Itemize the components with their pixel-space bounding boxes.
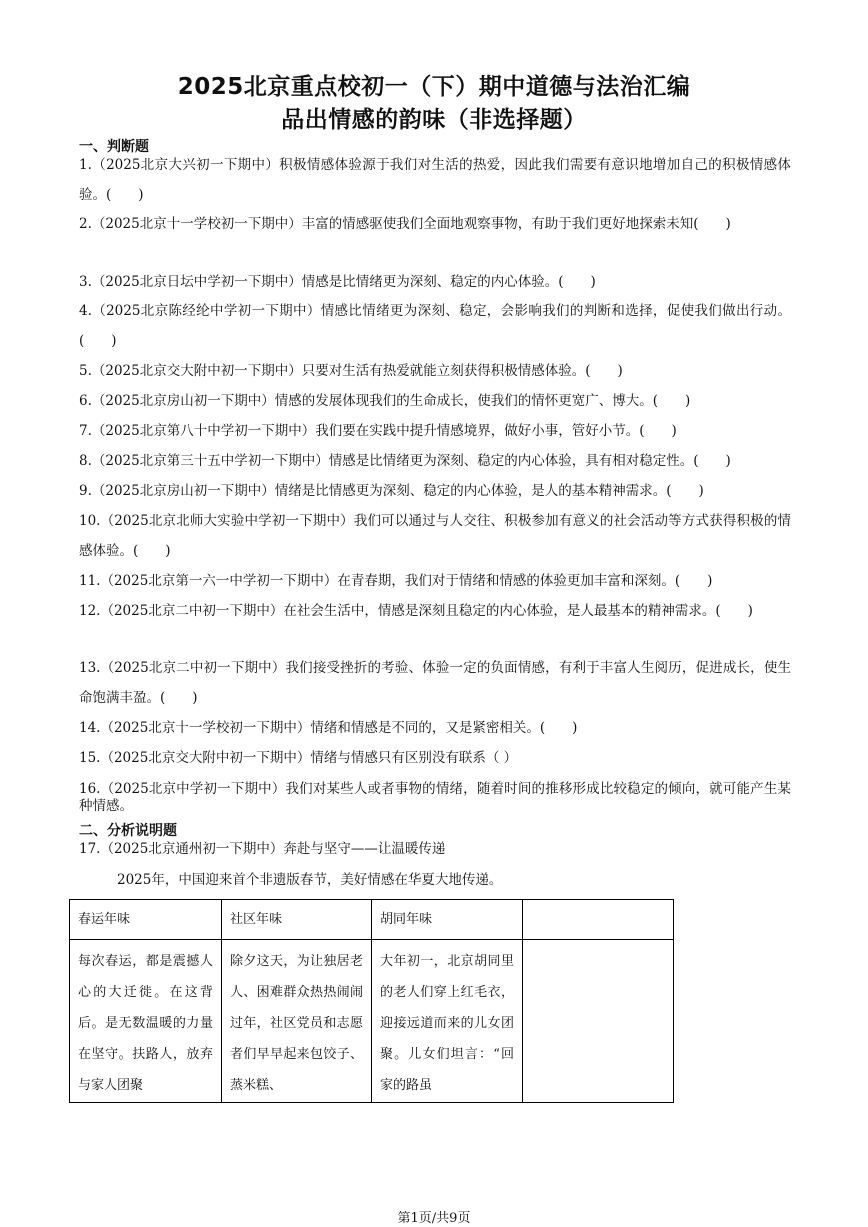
cell-text: 除夕这天，为让独居老人、困难群众热热闹闹过年，社区党员和志愿者们早早起来包饺子、蒸米糕、: [230, 954, 363, 1093]
table-header-row: [70, 900, 674, 940]
table-header-cell: [523, 900, 674, 940]
question-9: 9.（2025北京房山初一下期中）情绪是比情感更为深刻、稳定的内心体验，是人的基本精神需求。( ): [79, 483, 704, 499]
question-10: 10.（2025北京北师大实验中学初一下期中）我们可以通过与人交往、积极参加有意义的社会活动等方式获得积极的情感体验。( ): [79, 513, 791, 559]
question-6: 6.（2025北京房山初一下期中）情感的发展体现我们的生命成长，使我们的情怀更宽广、博大。( ): [79, 393, 691, 409]
page-title: 2025北京重点校初一（下）期中道德与法治汇编: [177, 74, 691, 100]
section-heading-analysis: 二、分析说明题: [79, 823, 177, 839]
question-13: 13.（2025北京二中初一下期中）我们接受挫折的考验、体验一定的负面情感，有利于丰富人生阅历，促进成长，使生命饱满丰盈。( ): [79, 660, 791, 706]
question-8: 8.（2025北京第三十五中学初一下期中）情感是比情绪更为深刻、稳定的内心体验，具有相对稳定性。( ): [79, 453, 731, 469]
question-14: 14.（2025北京十一学校初一下期中）情绪和情感是不同的，又是紧密相关。( ): [79, 720, 578, 736]
question-4: 4.（2025北京陈经纶中学初一下期中）情感比情绪更为深刻、稳定，会影响我们的判断和选择，促使我们做出行动。( ): [79, 303, 791, 349]
question-5: 5.（2025北京交大附中初一下期中）只要对生活有热爱就能立刻获得积极情感体验。( ): [79, 363, 623, 379]
question-3: 3.（2025北京日坛中学初一下期中）情感是比情绪更为深刻、稳定的内心体验。( ): [79, 274, 596, 290]
table-header-cell: 胡同年味: [372, 900, 523, 940]
question-15: 15.（2025北京交大附中初一下期中）情绪与情感只有区别没有联系（ ）: [79, 750, 518, 766]
page-footer: 第1页/共9页: [397, 1211, 471, 1226]
new-year-table: [69, 899, 674, 1103]
question-17-title: 17.（2025北京通州初一下期中）奔赴与坚守——让温暖传递: [79, 841, 446, 857]
question-12: 12.（2025北京二中初一下期中）在社会生活中，情感是深刻且稳定的内心体验，是人最基本的精神需求。( ): [79, 603, 753, 619]
table-header-cell: 社区年味: [222, 900, 372, 940]
table-header-cell: 春运年味: [70, 900, 222, 940]
table-cell: [70, 940, 222, 1103]
question-1: 1.（2025北京大兴初一下期中）积极情感体验源于我们对生活的热爱，因此我们需要有意识地增加自己的积极情感体验。( ): [79, 157, 791, 203]
question-16: 16.（2025北京中学初一下期中）我们对某些人或者事物的情绪，随着时间的推移形成比较稳定的倾向，就可能产生某种情感。: [79, 781, 791, 814]
section-heading-judgement: 一、判断题: [79, 139, 149, 155]
cell-text: 大年初一，北京胡同里的老人们穿上红毛衣，迎接远道而来的儿女团聚。儿女们坦言：“回家的路虽: [380, 954, 514, 1093]
table-cell: [372, 940, 523, 1103]
question-17-intro: 2025年，中国迎来首个非遗版春节，美好情感在华夏大地传递。: [117, 872, 503, 888]
question-2: 2.（2025北京十一学校初一下期中）丰富的情感驱使我们全面地观察事物，有助于我们更好地探索未知( ): [79, 216, 731, 232]
question-11: 11.（2025北京第一六一中学初一下期中）在青春期，我们对于情绪和情感的体验更加丰富和深刻。( ): [79, 573, 713, 589]
table-row: [70, 940, 674, 1103]
table-cell: [523, 940, 674, 1103]
question-7: 7.（2025北京第八十中学初一下期中）我们要在实践中提升情感境界，做好小事，管好小节。( ): [79, 423, 677, 439]
table-cell: [222, 940, 372, 1103]
cell-text: 每次春运，都是震撼人心的大迁徙。在这背后。是无数温暖的力量在坚守。扶路人，放弃与家人团聚: [78, 954, 213, 1093]
page-subtitle: 品出情感的韵味（非选择题）: [281, 107, 587, 133]
